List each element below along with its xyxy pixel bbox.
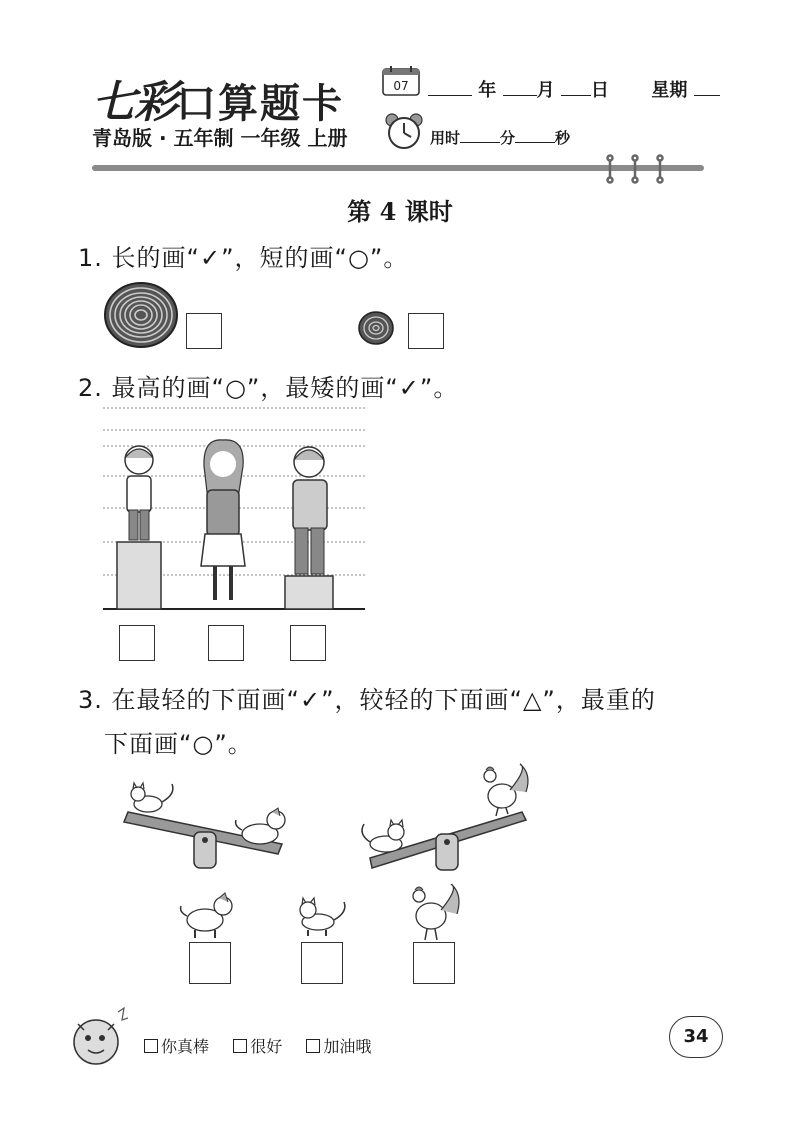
seconds-blank[interactable] bbox=[515, 126, 555, 143]
logo-rest: 口算题卡 bbox=[176, 80, 344, 127]
timer-fields bbox=[430, 126, 570, 148]
cat-icon bbox=[294, 896, 350, 938]
rooster-icon bbox=[405, 884, 463, 942]
rating-options bbox=[144, 1034, 371, 1057]
dog-icon bbox=[175, 888, 239, 940]
rooster-icon bbox=[484, 764, 528, 816]
question-3-number: 3. bbox=[78, 686, 103, 714]
seesaw-icon bbox=[122, 780, 302, 872]
question-2 bbox=[78, 368, 458, 403]
question-1-number: 1. bbox=[78, 244, 103, 272]
child-icon bbox=[125, 446, 153, 540]
spiral-icon bbox=[357, 310, 395, 346]
spiral-icon bbox=[103, 282, 179, 348]
checkbox-keep-going[interactable] bbox=[306, 1039, 320, 1053]
calendar-day: 07 bbox=[393, 79, 409, 93]
year-blank[interactable] bbox=[428, 79, 472, 96]
child-icon bbox=[201, 440, 245, 600]
month-blank[interactable] bbox=[503, 79, 537, 96]
question-3 bbox=[78, 680, 656, 715]
mascot-icon bbox=[70, 1006, 132, 1072]
page-number: 34 bbox=[669, 1016, 723, 1058]
checkbox-good[interactable] bbox=[233, 1039, 247, 1053]
answer-box-right-child[interactable] bbox=[290, 625, 326, 661]
question-2-number: 2. bbox=[78, 374, 103, 402]
month-label: 月 bbox=[536, 80, 555, 101]
year-label: 年 bbox=[478, 80, 497, 101]
timer-label: 用时 bbox=[430, 129, 461, 147]
binding-rings bbox=[600, 152, 670, 186]
answer-box-rooster[interactable] bbox=[413, 942, 455, 984]
clock-icon bbox=[384, 112, 424, 150]
question-2-text: 最高的画“○”，最矮的画“✓”。 bbox=[111, 374, 459, 402]
answer-box-cat[interactable] bbox=[301, 942, 343, 984]
seesaw-icon bbox=[350, 762, 536, 874]
cat-icon bbox=[131, 783, 173, 812]
brand-logo bbox=[92, 66, 344, 130]
question-1-text: 长的画“✓”，短的画“○”。 bbox=[111, 244, 409, 272]
child-icon bbox=[293, 447, 327, 574]
minutes-label: 分 bbox=[500, 129, 516, 147]
calendar-icon bbox=[382, 66, 420, 96]
answer-box-short-spiral[interactable] bbox=[408, 313, 444, 349]
checkbox-great[interactable] bbox=[144, 1039, 158, 1053]
answer-box-left-child[interactable] bbox=[119, 625, 155, 661]
edition-subtitle: 青岛版 · 五年制 一年级 上册 bbox=[92, 126, 348, 150]
weekday-blank[interactable] bbox=[694, 79, 720, 96]
question-1 bbox=[78, 238, 408, 273]
date-fields bbox=[428, 76, 720, 102]
day-label: 日 bbox=[590, 80, 609, 101]
answer-box-middle-child[interactable] bbox=[208, 625, 244, 661]
seconds-label: 秒 bbox=[555, 129, 571, 147]
question-3-text-line1: 在最轻的下面画“✓”，较轻的下面画“△”，最重的 bbox=[111, 686, 656, 714]
answer-box-long-spiral[interactable] bbox=[186, 313, 222, 349]
height-comparison-illustration bbox=[103, 400, 365, 614]
lesson-title: 第 4 课时 bbox=[347, 197, 453, 226]
minutes-blank[interactable] bbox=[460, 126, 500, 143]
question-3-line2: 下面画“○”。 bbox=[104, 730, 253, 758]
cat-icon bbox=[362, 820, 404, 852]
answer-box-dog[interactable] bbox=[189, 942, 231, 984]
weekday-label: 星期 bbox=[651, 80, 688, 101]
option-keep-going[interactable]: 加油哦 bbox=[306, 1037, 371, 1056]
logo-first: 七彩 bbox=[92, 77, 176, 128]
option-good[interactable]: 很好 bbox=[233, 1037, 282, 1056]
option-great[interactable]: 你真棒 bbox=[144, 1037, 209, 1056]
day-blank[interactable] bbox=[561, 79, 591, 96]
